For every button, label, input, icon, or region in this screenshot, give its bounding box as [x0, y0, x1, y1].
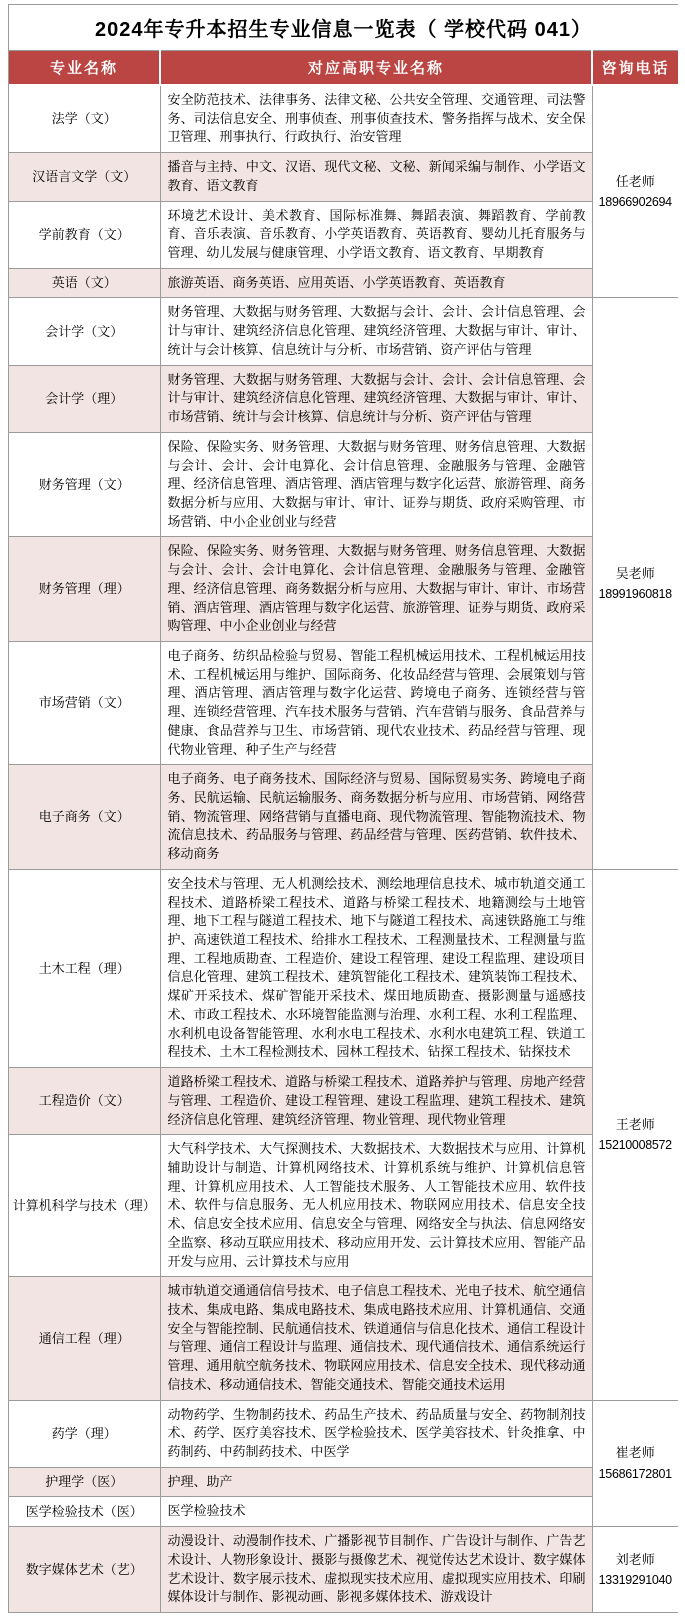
table-row — [9, 365, 678, 432]
column-header-vocational-majors: 对应高职专业名称 — [160, 51, 592, 86]
vocational-majors-cell: 城市轨道交通通信信号技术、电子信息工程技术、光电子技术、航空通信技术、集成电路、集成电路技术、集成电路技术应用、计算机通信、交通安全与智能控制、民航通信技术、铁道通信与信息化技术、通信工程设计与管理、通信工程设计与监理、通信技术、现代通信技术、通信系统运行管理、通用航空航务技术、物联网应用技术、信息安全技术、现代移动通信技术、移动通信技术、智能交通技术、智能交通技术运用 — [160, 1277, 592, 1400]
column-header-major-name: 专业名称 — [9, 51, 160, 86]
table-row — [9, 268, 678, 298]
vocational-majors-cell: 动漫设计、动漫制作技术、广播影视节目制作、广告设计与制作、广告艺术设计、人物形象设计、摄影与摄像艺术、视觉传达艺术设计、数字媒体艺术设计、数字展示技术、虚拟现实技术应用、虚拟现实应用技术、印刷媒体设计与制作、影视动画、影视多媒体技术、游戏设计 — [160, 1527, 592, 1612]
contact-phone-number: 15210008572 — [598, 1138, 672, 1153]
major-name-cell: 学前教育（文） — [9, 201, 160, 268]
page-title: 2024年专升本招生专业信息一览表（ 学校代码 041） — [9, 5, 678, 51]
contact-phone-number: 18991960818 — [598, 587, 672, 602]
table-row — [9, 432, 678, 537]
table-body — [9, 85, 678, 1612]
major-name-cell: 工程造价（文） — [9, 1068, 160, 1135]
vocational-majors-cell: 安全技术与管理、无人机测绘技术、测绘地理信息技术、城市轨道交通工程技术、道路桥梁工程技术、道路与桥梁工程技术、地籍测绘与土地管理、地下工程与隧道工程技术、地下与隧道工程技术、高速铁路施工与维护、高速铁道工程技术、给排水工程技术、工程测量技术、工程测量与监理、工程地质勘查、工程造价、建设工程管理、建设工程监理、建设项目信息化管理、建筑工程技术、建筑智能化工程技术、建筑装饰工程技术、煤矿开采技术、煤矿智能开采技术、煤田地质勘查、摄影测量与遥感技术、市政工程技术、水环境智能监测与治理、水利工程、水利工程监理、水利机电设备智能管理、水利水电工程技术、水利水电建筑工程、铁道工程技术、土木工程检测技术、园林工程技术、钻探工程技术、钻探技术 — [160, 869, 592, 1067]
vocational-majors-cell: 环境艺术设计、美术教育、国际标准舞、舞蹈表演、舞蹈教育、学前教育、音乐表演、音乐教育、小学英语教育、英语教育、婴幼儿托育服务与管理、幼儿发展与健康管理、小学语文教育、语文教育、早期教育 — [160, 201, 592, 268]
major-name-cell: 电子商务（文） — [9, 765, 160, 870]
major-name-cell: 会计学（理） — [9, 365, 160, 432]
table-row — [9, 641, 678, 764]
major-name-cell: 市场营销（文） — [9, 641, 160, 764]
major-name-cell: 会计学（文） — [9, 298, 160, 365]
major-name-cell: 汉语言文学（文） — [9, 153, 160, 201]
table-row — [9, 765, 678, 870]
vocational-majors-cell: 电子商务、电子商务技术、国际经济与贸易、国际贸易实务、跨境电子商务、民航运输、民航运输服务、商务数据分析与应用、市场营销、网络营销、物流管理、网络营销与直播电商、现代物流管理、智能物流技术、物流信息技术、药品服务与管理、药品经营与管理、医药营销、软件技术、移动商务 — [160, 765, 592, 870]
admission-info-table-wrapper — [8, 4, 678, 1613]
vocational-majors-cell: 保险、保险实务、财务管理、大数据与财务管理、财务信息管理、大数据与会计、会计、会计电算化、会计信息管理、金融服务与管理、金融管理、经济信息管理、酒店管理、酒店管理与数字化运营、旅游管理、商务数据分析与应用、大数据与审计、审计、证券与期货、政府采购管理、市场营销、中小企业创业与经营 — [160, 432, 592, 537]
vocational-majors-cell: 旅游英语、商务英语、应用英语、小学英语教育、英语教育 — [160, 268, 592, 298]
major-name-cell: 药学（理） — [9, 1400, 160, 1467]
major-name-cell: 财务管理（文） — [9, 432, 160, 537]
table-row — [9, 1400, 678, 1467]
major-name-cell: 计算机科学与技术（理） — [9, 1135, 160, 1277]
table-row — [9, 201, 678, 268]
admission-info-table — [9, 5, 678, 1612]
major-name-cell: 英语（文） — [9, 268, 160, 298]
table-row — [9, 1527, 678, 1612]
table-row — [9, 1467, 678, 1497]
major-name-cell: 土木工程（理） — [9, 869, 160, 1067]
vocational-majors-cell: 播音与主持、中文、汉语、现代文秘、文秘、新闻采编与制作、小学语文教育、语文教育 — [160, 153, 592, 201]
column-header-consult-phone: 咨询电话 — [592, 51, 678, 86]
vocational-majors-cell: 医学检验技术 — [160, 1497, 592, 1527]
contact-teacher-name: 崔老师 — [615, 1445, 655, 1461]
vocational-majors-cell: 财务管理、大数据与财务管理、大数据与会计、会计、会计信息管理、会计与审计、建筑经济信息化管理、建筑经济管理、大数据与审计、审计、统计与会计核算、信息统计与分析、市场营销、资产评估与管理 — [160, 298, 592, 365]
major-name-cell: 通信工程（理） — [9, 1277, 160, 1400]
table-row — [9, 85, 678, 153]
vocational-majors-cell: 电子商务、纺织品检验与贸易、智能工程机械运用技术、工程机械运用技术、工程机械运用与维护、国际商务、化妆品经营与管理、会展策划与管理、酒店管理、酒店管理与数字化运营、跨境电子商务、连锁经营与管理、连锁经营管理、汽车技术服务与营销、汽车营销与服务、食品营养与健康、食品营养与卫生、市场营销、现代农业技术、药品经营与管理、现代物业管理、种子生产与经营 — [160, 641, 592, 764]
contact-cell — [592, 1527, 678, 1612]
contact-phone-number: 15686172801 — [598, 1466, 672, 1481]
table-row — [9, 1277, 678, 1400]
title-row — [9, 5, 678, 51]
contact-phone-number: 18966902694 — [598, 195, 672, 210]
contact-teacher-name: 王老师 — [615, 1116, 655, 1132]
contact-cell — [592, 85, 678, 298]
vocational-majors-cell: 道路桥梁工程技术、道路与桥梁工程技术、道路养护与管理、房地产经营与管理、工程造价、建设工程管理、建设工程监理、建筑工程技术、建筑经济信息化管理、建筑经济管理、物业管理、现代物业管理 — [160, 1068, 592, 1135]
vocational-majors-cell: 安全防范技术、法律事务、法律文秘、公共安全管理、交通管理、司法警务、司法信息安全、刑事侦查、刑事侦查技术、警务指挥与战术、安全保卫管理、刑事执行、行政执行、治安管理 — [160, 85, 592, 153]
major-name-cell: 数字媒体艺术（艺） — [9, 1527, 160, 1612]
table-row — [9, 1135, 678, 1277]
major-name-cell: 医学检验技术（医） — [9, 1497, 160, 1527]
table-row — [9, 298, 678, 365]
contact-teacher-name: 任老师 — [615, 173, 655, 189]
vocational-majors-cell: 保险、保险实务、财务管理、大数据与财务管理、财务信息管理、大数据与会计、会计、会计电算化、会计信息管理、金融服务与管理、金融管理、经济信息管理、商务数据分析与应用、大数据与审计、审计、市场营销、酒店管理、酒店管理与数字化运营、旅游管理、证券与期货、政府采购管理、中小企业创业与经营 — [160, 537, 592, 642]
vocational-majors-cell: 财务管理、大数据与财务管理、大数据与会计、会计、会计信息管理、会计与审计、建筑经济信息化管理、建筑经济管理、大数据与审计、审计、市场营销、统计与会计核算、信息统计与分析、资产评估与管理 — [160, 365, 592, 432]
major-name-cell: 护理学（医） — [9, 1467, 160, 1497]
table-row — [9, 1497, 678, 1527]
vocational-majors-cell: 大气科学技术、大气探测技术、大数据技术、大数据技术与应用、计算机辅助设计与制造、计算机网络技术、计算机系统与维护、计算机信息管理、计算机应用技术、人工智能技术服务、人工智能技术应用、软件技术、软件与信息服务、无人机应用技术、物联网应用技术、信息安全技术、信息安全技术应用、信息安全与管理、网络安全与执法、信息网络安全监察、移动互联应用技术、移动应用开发、云计算技术应用、智能产品开发与应用、云计算技术与应用 — [160, 1135, 592, 1277]
table-row — [9, 153, 678, 201]
contact-teacher-name: 吴老师 — [615, 565, 655, 581]
vocational-majors-cell: 护理、助产 — [160, 1467, 592, 1497]
vocational-majors-cell: 动物药学、生物制药技术、药品生产技术、药品质量与安全、药物制剂技术、药学、医疗美容技术、医学检验技术、医学美容技术、针灸推拿、中药制药、中药制药技术、中医学 — [160, 1400, 592, 1467]
contact-cell — [592, 869, 678, 1400]
column-header-row — [9, 51, 678, 86]
contact-cell — [592, 1400, 678, 1527]
contact-cell — [592, 298, 678, 869]
major-name-cell: 财务管理（理） — [9, 537, 160, 642]
contact-phone-number: 13319291040 — [598, 1573, 672, 1587]
table-row — [9, 537, 678, 642]
major-name-cell: 法学（文） — [9, 85, 160, 153]
table-row — [9, 1068, 678, 1135]
contact-teacher-name: 刘老师 — [615, 1551, 655, 1567]
table-row — [9, 869, 678, 1067]
